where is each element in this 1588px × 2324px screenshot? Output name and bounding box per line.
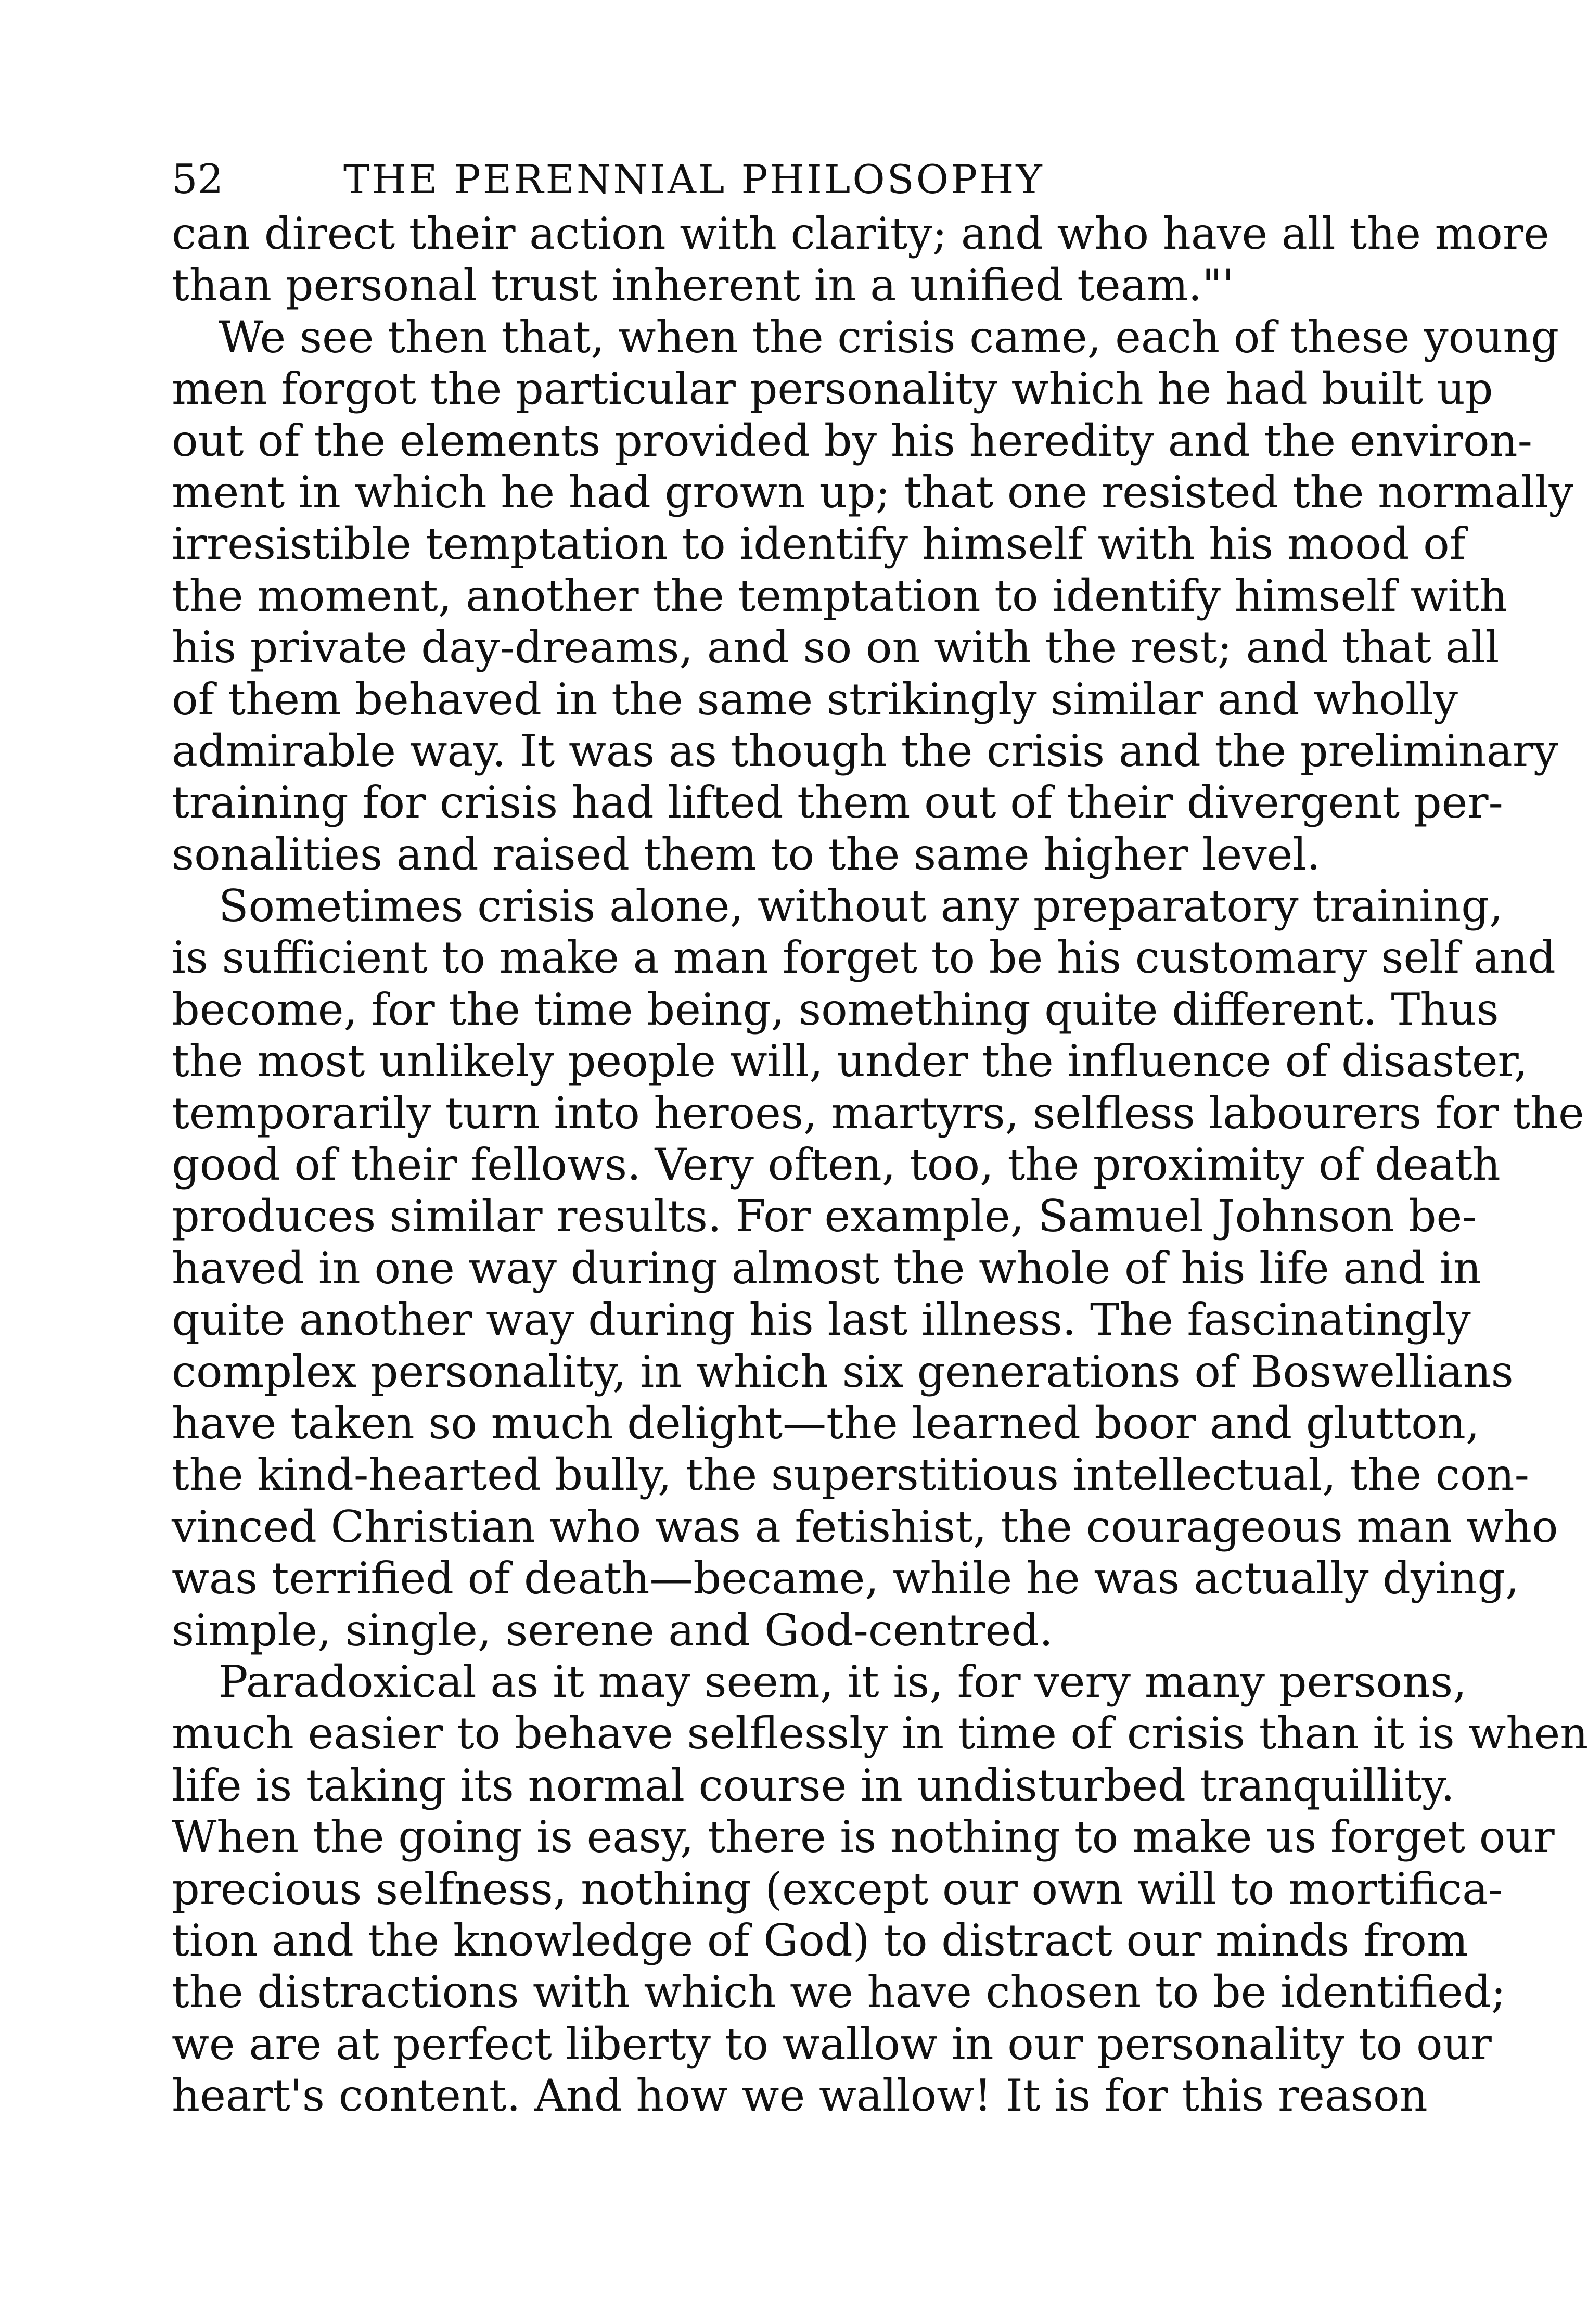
text-line: Sometimes crisis alone, without any preparatory training, — [219, 880, 1503, 932]
text-line: irresistible temptation to identify himself with his mood of — [172, 518, 1466, 570]
book-page — [172, 151, 1588, 2122]
text-line: we are at perfect liberty to wallow in our personality to our — [172, 2018, 1492, 2070]
text-line: the kind-hearted bully, the superstitious intellectual, the con- — [172, 1449, 1530, 1501]
text-line: We see then that, when the crisis came, each of these young — [219, 311, 1559, 363]
text-line: the most unlikely people will, under the influence of disaster, — [172, 1036, 1528, 1087]
text-line: complex personality, in which six generations of Boswellians — [172, 1346, 1514, 1397]
text-line: good of their fellows. Very often, too, the proximity of death — [172, 1139, 1501, 1191]
text-line: precious selfness, nothing (except our own will to mortifica- — [172, 1863, 1503, 1914]
text-line: produces similar results. For example, Samuel Johnson be- — [172, 1191, 1477, 1242]
text-line: ment in which he had grown up; that one resisted the normally — [172, 466, 1573, 518]
text-line: life is taking its normal course in undisturbed tranquillity. — [172, 1759, 1455, 1811]
text-line: of them behaved in the same strikingly similar and wholly — [172, 673, 1458, 725]
text-line: men forgot the particular personality which he had built up — [172, 363, 1493, 415]
text-line: Paradoxical as it may seem, it is, for very many persons, — [219, 1656, 1467, 1707]
text-line: is sufficient to make a man forget to be his customary self and — [172, 932, 1556, 984]
text-line: much easier to behave selflessly in time of crisis than it is when — [172, 1708, 1588, 1759]
text-line: admirable way. It was as though the crisis and the preliminary — [172, 725, 1558, 776]
text-line: the distractions with which we have chosen to be identified; — [172, 1967, 1506, 2018]
text-line: was terrified of death—became, while he was actually dying, — [172, 1553, 1519, 1604]
body-text — [172, 208, 1588, 2122]
text-line: out of the elements provided by his heredity and the environ- — [172, 415, 1533, 466]
text-line: the moment, another the temptation to identify himself with — [172, 570, 1508, 621]
text-line: temporarily turn into heroes, martyrs, selfless labourers for the — [172, 1087, 1584, 1139]
page-number: 52 — [172, 156, 224, 203]
text-line: training for crisis had lifted them out of their divergent per- — [172, 777, 1503, 828]
text-line: heart's content. And how we wallow! It is for this reason — [172, 2070, 1428, 2122]
text-line: tion and the knowledge of God) to distract our minds from — [172, 1914, 1468, 1966]
text-line: vinced Christian who was a fetishist, the courageous man who — [172, 1501, 1558, 1552]
text-line: his private day-dreams, and so on with the rest; and that all — [172, 622, 1500, 673]
running-head — [172, 151, 1363, 208]
text-line: than personal trust inherent in a unified team."' — [172, 260, 1234, 311]
text-line: sonalities and raised them to the same higher level. — [172, 828, 1321, 880]
running-title: THE PERENNIAL PHILOSOPHY — [343, 156, 1044, 202]
text-line: quite another way during his last illness. The fascinatingly — [172, 1294, 1471, 1346]
text-line: haved in one way during almost the whole of his life and in — [172, 1242, 1482, 1294]
text-line: When the going is easy, there is nothing to make us forget our — [172, 1811, 1555, 1863]
text-line: have taken so much delight—the learned boor and glutton, — [172, 1397, 1480, 1449]
text-line: can direct their action with clarity; and who have all the more — [172, 208, 1549, 259]
text-line: simple, single, serene and God-centred. — [172, 1604, 1053, 1656]
text-line: become, for the time being, something quite different. Thus — [172, 984, 1499, 1035]
